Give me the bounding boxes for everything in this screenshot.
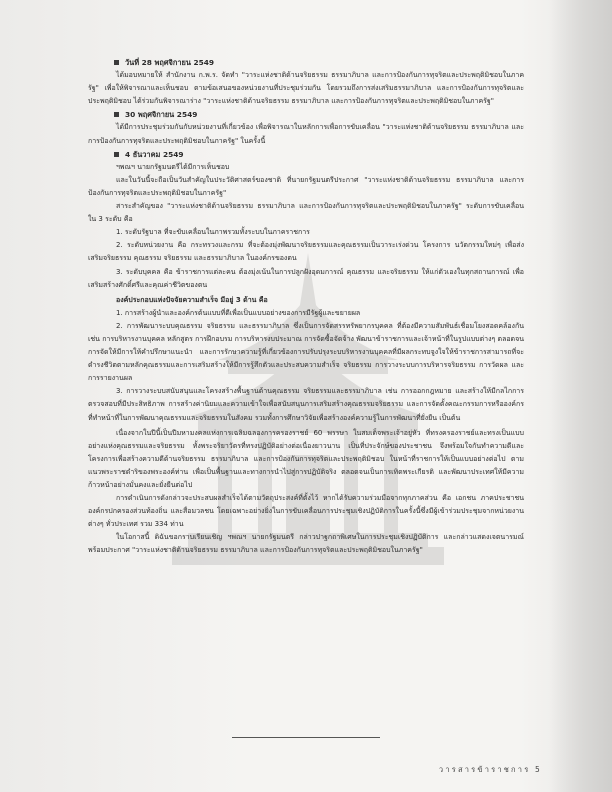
paragraph: ฯพณฯ นายกรัฐมนตรีได้มีการเห็นชอบ <box>116 162 230 171</box>
paragraph: ได้มอบหมายให้ สำนักงาน ก.พ.ร. จัดทำ "วาระแห่งชาติด้านจริยธรรม ธรรมาภิบาล และการป้องกันการทุจริตและประพฤติมิชอบในภาครัฐ" เพื่อให้พิจารณาและเห็นชอบ ตามข้อเสนอของหน่วยงานที่ประชุมร่วมกัน โดยรวมถึงการส่งเสริมธรรมาภิบาล และการป้องกันการทุจริตและประพฤติมิชอบ ได้ร่วมกันพิจารณาร่าง "วาระแห่งชาติด้านจริยธรรม ธรรมาภิบาล และการป้องกันการทุจริตและประพฤติมิชอบในภาครัฐ" <box>88 71 524 106</box>
paragraph: และในวันนี้จะถือเป็นวันสำคัญในประวัติศาสตร์ของชาติ ที่นายกรัฐมนตรีประกาศ "วาระแห่งชาติด้านจริยธรรม ธรรมาภิบาล และการป้องกันการทุจริตและประพฤติมิชอบในภาครัฐ" <box>88 175 524 197</box>
list-item: 1. ระดับรัฐบาล ที่จะขับเคลื่อนในภาพรวมทั้งระบบในภาคราชการ <box>116 228 310 237</box>
square-bullet-icon <box>114 60 119 65</box>
square-bullet-icon <box>114 112 119 117</box>
section-date-heading <box>114 56 524 69</box>
paragraph: เนื่องจากในปีนี้เป็นปีมหามงคลแห่งการเฉลิมฉลองการครองราชย์ 60 พรรษา ในสมเด็จพระเจ้าอยู่หัว ที่ทรงครองราชย์และทรงเป็นแบบอย่างแห่งคุณธรรมและจริยธรรม ทั้งพระจริยาวัตรที่ทรงปฏิบัติอย่างต่อเนื่องยาวนาน เป็นที่ประจักษ์ของประชาชน จึงพร้อมใจกันทำความดีและโครงการเพื่อสร้างความดีด้านจริยธรรม ธรรมาภิบาล และการป้องกันการทุจริตและประพฤติมิชอบ ในหน้าที่ราชการให้เป็นแบบอย่างต่อไป ตามแนวพระราชดำริของพระองค์ท่าน เพื่อเป็นพื้นฐานและทางการนำไปสู่การปฏิบัติจริง ตลอดจนเป็นการเทิดพระเกียรติ และพัฒนาประเทศให้มีความก้าวหน้าอย่างมั่นคงและยั่งยืนต่อไป <box>88 428 524 489</box>
paragraph: ได้มีการประชุมร่วมกันกับหน่วยงานที่เกี่ยวข้อง เพื่อพิจารณาในหลักการเพื่อการขับเคลื่อน "วาระแห่งชาติด้านจริยธรรม ธรรมาภิบาล และการป้องกันการทุจริตและประพฤติมิชอบในภาครัฐ" ในครั้งนี้ <box>88 123 524 145</box>
paragraph: ในโอกาสนี้ ดิฉันขอกราบเรียนเชิญ ฯพณฯ นายกรัฐมนตรี กล่าวปาฐกถาพิเศษในการประชุมเชิงปฏิบัติการ และกล่าวแสดงเจตนารมณ์ พร้อมประกาศ "วาระแห่งชาติด้านจริยธรรม ธรรมาภิบาล และการป้องกันการทุจริตและประพฤติมิชอบในภาครัฐ" <box>88 533 524 555</box>
page-edge-shadow <box>550 0 612 792</box>
square-bullet-icon <box>114 152 119 157</box>
section-date-heading <box>114 108 524 121</box>
bottom-divider <box>232 737 380 738</box>
paragraph: การดำเนินการดังกล่าวจะประสบผลสำเร็จได้ตามวัตถุประสงค์ที่ตั้งไว้ หากได้รับความร่วมมือจากทุกภาคส่วน คือ เอกชน ภาคประชาชน องค์กรปกครองส่วนท้องถิ่น และสื่อมวลชน โดยเฉพาะอย่างยิ่งในการขับเคลื่อนการประชุมเชิงปฏิบัติการในครั้งนี้ซึ่งมีผู้เข้าร่วมประชุมจากหน่วยงานต่างๆ ทั่วประเทศ รวม 334 ท่าน <box>88 494 524 529</box>
paragraph: สาระสำคัญของ "วาระแห่งชาติด้านจริยธรรม ธรรมาภิบาล และการป้องกันการทุจริตและประพฤติมิชอบในภาครัฐ" ระดับการขับเคลื่อนใน 3 ระดับ คือ <box>88 202 524 224</box>
date-label: 4 ธันวาคม 2549 <box>125 149 184 159</box>
section-date-heading <box>114 148 524 161</box>
document-body <box>88 56 524 558</box>
date-label: วันที่ 28 พฤศจิกายน 2549 <box>125 58 215 67</box>
page-footer: วารสารข้าราชการ 5 <box>438 765 542 774</box>
list-item: 3. ระดับบุคคล คือ ข้าราชการแต่ละคน ต้องมุ่งเน้นในการปลูกฝังอุดมการณ์ คุณธรรม และจริยธรรม ให้แก่ตัวเองในทุกสถานการณ์ เพื่อเสริมสร้างศักดิ์ศรีและคุณค่าชีวิตของตน <box>88 267 524 289</box>
subheading: องค์ประกอบแห่งปัจจัยความสำเร็จ มีอยู่ 3 ด้าน คือ <box>116 295 268 304</box>
list-item: 3. การวางระบบสนับสนุนและโครงสร้างพื้นฐานด้านคุณธรรม จริยธรรมและธรรมาภิบาล เช่น การออกกฎหมาย และสร้างให้มีกลไกการตรวจสอบที่มีประสิทธิภาพ การสร้างค่านิยมและความเข้าใจเพื่อสนับสนุนการเสริมสร้างคุณธรรมจริยธรรม และการจัดตั้งคณะกรรมการหรือองค์กรที่ทำหน้าที่ในการพัฒนาคุณธรรมและจริยธรรมในสังคม รวมทั้งการศึกษาวิจัยเพื่อสร้างองค์ความรู้ในการพัฒนาที่ยั่งยืน เป็นต้น <box>88 387 524 422</box>
list-item: 2. ระดับหน่วยงาน คือ กระทรวงและกรม ที่จะต้องมุ่งพัฒนาจริยธรรมและคุณธรรมเป็นวาระเร่งด่วน โครงการ นวัตกรรมใหม่ๆ เพื่อส่งเสริมจริยธรรม คุณธรรม จริยธรรม และธรรมาภิบาล ในองค์กรของตน <box>88 241 524 263</box>
list-item: 2. การพัฒนาระบบคุณธรรม จริยธรรม และธรรมาภิบาล ซึ่งเป็นการจัดสรรทรัพยากรบุคคล ที่ต้องมีความสัมพันธ์เชื่อมโยงสอดคล้องกัน เช่น การบริหารงานบุคคล หลักสูตร การฝึกอบรม การบริหารงบประมาณ การจัดซื้อจัดจ้าง พัฒนาข้าราชการและเจ้าหน้าที่ในรูปแบบต่างๆ ตลอดจนการจัดให้มีการให้คำปรึกษาแนะนำ และการรักษาความรู้ที่เกี่ยวข้องการปรับปรุงระบบริหารงานบุคคลที่มีผลกระทบจูงใจให้ข้าราชการสามารถที่จะดำรงชีวิตตามหลักคุณธรรมและการเสริมสร้างให้มีการรู้สึกตัวและประสบความสำเร็จ จริยธรรม การวางระบบการบริหารจริยธรรม การวัดผล และการรายงานผล <box>88 321 524 383</box>
date-label: 30 พฤศจิกายน 2549 <box>125 110 198 120</box>
list-item: 1. การสร้างผู้นำและองค์กรต้นแบบที่ดีเพื่อเป็นแบบอย่างของการมีรัฐผู้และขยายผล <box>116 308 361 317</box>
